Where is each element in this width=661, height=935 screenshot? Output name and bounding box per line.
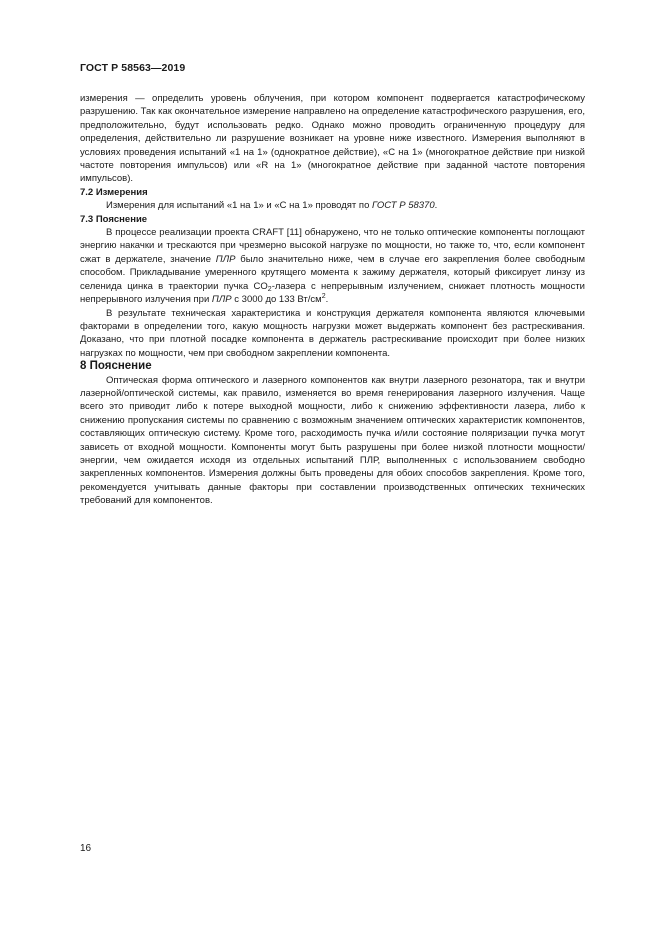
section-7-3-heading: 7.3 Пояснение bbox=[80, 213, 148, 225]
document-body bbox=[80, 92, 585, 508]
document-header: ГОСТ Р 58563—2019 bbox=[80, 62, 186, 74]
section-7-3-paragraph-1: В процессе реализации проекта CRAFT [11] обнаружено, что не только оптические компоненты поглощают энергию накачки и трескаются при чрезмерно высокой нагрузке по мощности, но также то, что, если компонент сжат в держателе, значение ПЛР было значительно ниже, чем в случае его закрепления более свободным способом. Прикладывание умеренного крутящего момента к зажиму держателя, который фиксирует линзу из селенида цинка в траектории пучка $CO_2$-лазера с непрерывным излучением, снижает плотность мощности непрерывного излучения при ПЛР с 3000 до 133 $Вт/см^2$. bbox=[80, 227, 585, 306]
section-7-2-text: Измерения для испытаний «1 на 1» и «С на 1» проводят по ГОСТ Р 58370. bbox=[106, 200, 438, 212]
section-8-paragraph: Оптическая форма оптического и лазерного компонентов как внутри лазерного резонатора, так и внутри лазерной/оптической системы, как правило, изменяется во время генерирования лазерного излучения. Чаще всего это приводит либо к потере выходной мощности, либо к снижению эффективности лазера, либо к снижению пропускания системы по сравнению с возможным значением оптических характеристик компонентов, составляющих оптическую систему. Кроме того, расходимость пучка и/или состояние поляризации пучка могут зависеть от входной мощности. Компоненты могут быть разрушены при более низкой плотности мощности/энергии, чем ожидается исходя из отдельных испытаний ПЛР, выполненных с использованием свободно закрепленных компонентов. Измерения должны быть проведены для обоих способов закрепления. Кроме того, рекомендуется учитывать данные факторы при составлении производственных оптических технических требований для компонентов. bbox=[80, 374, 585, 507]
standard-reference: ГОСТ Р 58370 bbox=[372, 200, 435, 212]
section-8-heading: 8 Пояснение bbox=[80, 360, 152, 373]
section-7-2-heading: 7.2 Измерения bbox=[80, 186, 148, 198]
section-7-3-paragraph-2: В результате техническая характеристика и конструкция держателя компонента являются ключевыми факторами в определении того, какую мощность нагрузки может выдержать компонент без растрескивания. Доказано, что при плотной посадке компонента в держатель растрескивание происходит при более низких нагрузках по мощности, чем при свободном закреплении компонента. bbox=[80, 307, 585, 359]
page-number: 16 bbox=[80, 843, 92, 854]
intro-paragraph: измерения — определить уровень облучения, при котором компонент подвергается катастрофическому разрушению. Так как окончательное измерение направлено на определение катастрофического разрушения, его, предположительно, будут использовать редко. Однако можно проводить ограниченную процедуру для определения, действительно ли разрушение возникает на уровне ниже известного. Измерения выполняют в условиях проведения испытаний «1 на 1» (однократное действие), «С на 1» (многократное действие при низкой частоте повторения импульсов) или «R на 1» (многократное действие при заданной частоте повторения импульсов). bbox=[80, 93, 585, 185]
